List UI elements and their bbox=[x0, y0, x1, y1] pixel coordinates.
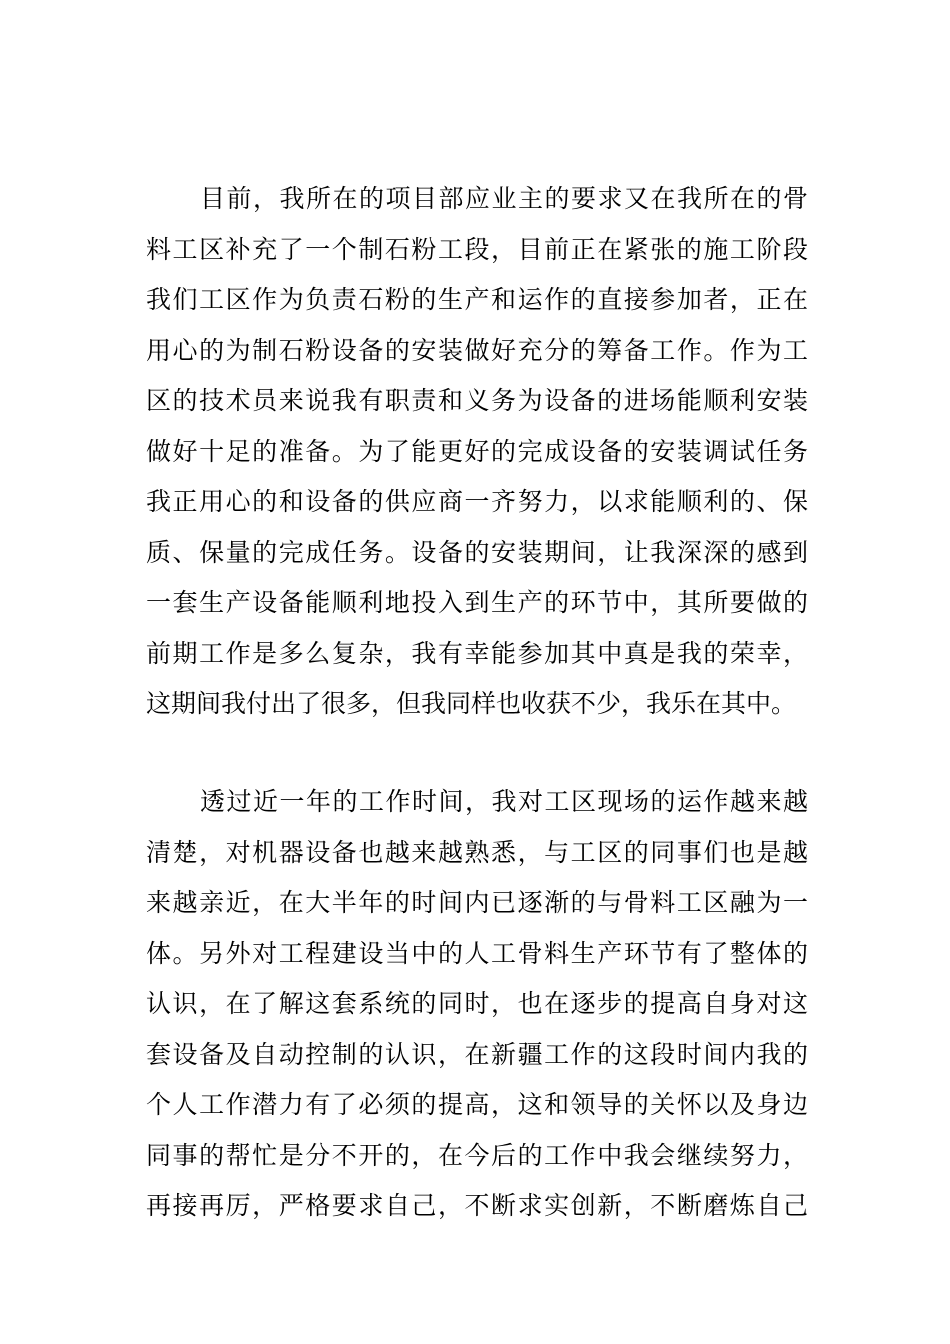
paragraph-2-line-5: 认识，在了解这套系统的同时，也在逐步的提高自身对这 bbox=[146, 989, 808, 1018]
paragraph-2 bbox=[146, 777, 808, 1232]
paragraph-1-line-3: 我们工区作为负责石粉的生产和运作的直接参加者，正在 bbox=[146, 285, 808, 314]
paragraph-2-line-6: 套设备及自动控制的认识，在新疆工作的这段时间内我的 bbox=[146, 1039, 808, 1069]
paragraph-1-line-7: 我正用心的和设备的供应商一齐努力，以求能顺利的、保 bbox=[146, 487, 808, 516]
paragraph-1-line-11: 这期间我付出了很多，但我同样也收获不少，我乐在其中。 bbox=[146, 689, 797, 718]
paragraph-1-line-5: 区的技术员来说我有职责和义务为设备的进场能顺利安装 bbox=[146, 386, 808, 415]
paragraph-2-line-7: 个人工作潜力有了必须的提高，这和领导的关怀以及身边 bbox=[146, 1090, 808, 1119]
paragraph-1-line-8: 质、保量的完成任务。设备的安装期间，让我深深的感到 bbox=[146, 537, 808, 567]
paragraph-2-line-3: 来越亲近，在大半年的时间内已逐渐的与骨料工区融为一 bbox=[146, 888, 808, 917]
paragraph-1-line-2: 料工区补充了一个制石粉工段，目前正在紧张的施工阶段 bbox=[146, 234, 808, 264]
paragraph-1-line-9: 一套生产设备能顺利地投入到生产的环节中，其所要做的 bbox=[146, 588, 808, 617]
paragraph-2-line-2: 清楚，对机器设备也越来越熟悉，与工区的同事们也是越 bbox=[146, 837, 808, 867]
paragraph-1-line-1: 目前，我所在的项目部应业主的要求又在我所在的骨 bbox=[200, 184, 808, 213]
paragraph-2-line-4: 体。另外对工程建设当中的人工骨料生产环节有了整体的 bbox=[146, 938, 808, 968]
paragraph-2-line-8: 同事的帮忙是分不开的，在今后的工作中我会继续努力， bbox=[146, 1140, 808, 1170]
paragraph-2-line-1: 透过近一年的工作时间，我对工区现场的运作越来越 bbox=[200, 787, 808, 816]
paragraph-2-line-9: 再接再厉，严格要求自己，不断求实创新，不断磨炼自己 bbox=[146, 1191, 808, 1220]
paragraph-1-line-6: 做好十足的准备。为了能更好的完成设备的安装调试任务 bbox=[146, 436, 808, 466]
paragraph-1-line-4: 用心的为制石粉设备的安装做好充分的筹备工作。作为工 bbox=[146, 335, 808, 365]
paragraph-1-line-10: 前期工作是多么复杂，我有幸能参加其中真是我的荣幸， bbox=[146, 638, 808, 668]
paragraph-1 bbox=[146, 174, 808, 730]
